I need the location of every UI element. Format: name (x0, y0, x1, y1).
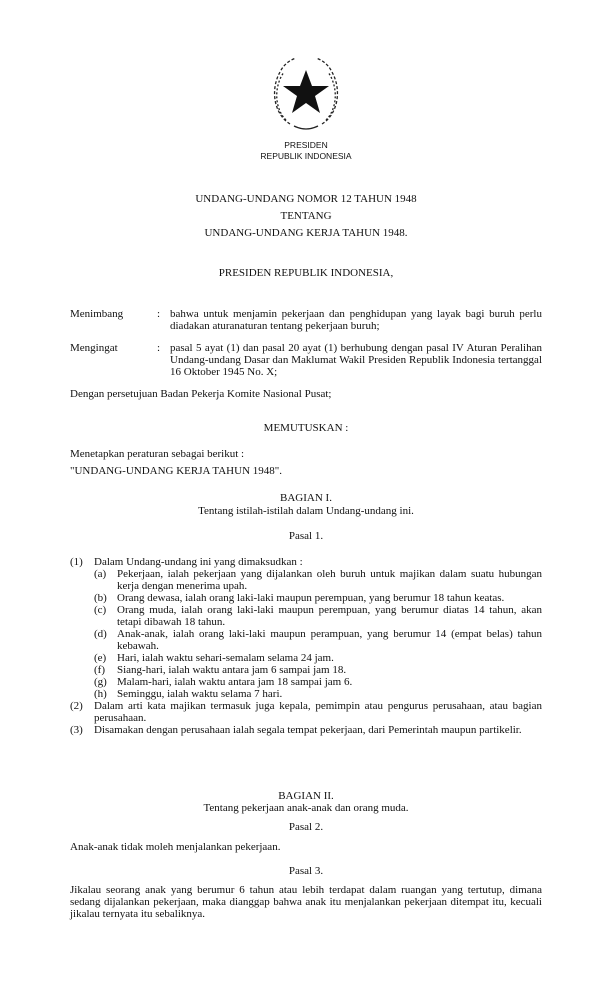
menetapkan: Menetapkan peraturan sebagai berikut : (70, 448, 245, 460)
item-text: Disamakan dengan perusahaan ialah segala tempat pekerjaan, dari Pemerintah maupun partikelir. (94, 724, 522, 736)
law-title-subject: UNDANG-UNDANG KERJA TAHUN 1948. (204, 227, 408, 239)
mengingat-text: pasal 5 ayat (1) dan pasal 20 ayat (1) berhubung dengan pasal IV Aturan Peralihan Undang-undang Dasar dan Maklumat Wakil Presiden Republik Indonesia tertanggal 16 Oktober 1945 No. X; (170, 342, 542, 378)
item-number: (c) (94, 604, 107, 616)
list-item (70, 556, 542, 568)
mengingat-label: Mengingat (70, 342, 118, 354)
sub-item (70, 592, 542, 604)
item-number: (g) (94, 676, 107, 688)
item-text: Dalam Undang-undang ini yang dimaksudkan : (94, 556, 303, 568)
law-name: "UNDANG-UNDANG KERJA TAHUN 1948". (70, 465, 283, 477)
colon: : (157, 308, 161, 320)
sub-item (70, 628, 542, 652)
garuda-star-emblem (268, 52, 344, 132)
law-title-about: TENTANG (280, 210, 332, 222)
sub-item (70, 676, 542, 688)
pasal-2-text: Anak-anak tidak moleh menjalankan pekerjaan. (70, 841, 281, 853)
sub-item (70, 652, 542, 664)
menimbang-label: Menimbang (70, 308, 124, 320)
list-item (70, 700, 542, 724)
menimbang-text: bahwa untuk menjamin pekerjaan dan penghidupan yang layak bagi buruh perlu diadakan aturanaturan tentang pekerjaan buruh; (170, 308, 542, 332)
sub-item (70, 604, 542, 628)
colon: : (157, 342, 161, 354)
item-text: Orang dewasa, ialah orang laki-laki maupun perempuan, yang berumur 18 tahun keatas. (117, 592, 505, 604)
item-number: (d) (94, 628, 107, 640)
issuer: PRESIDEN REPUBLIK INDONESIA, (218, 267, 394, 279)
sub-item (70, 688, 542, 700)
item-text: Malam-hari, ialah waktu antara jam 18 sampai jam 6. (117, 676, 353, 688)
pasal-1-content (70, 556, 542, 736)
item-text: Dalam arti kata majikan termasuk juga kepala, pemimpin atau pengurus perusahaan, atau bagian perusahaan. (94, 700, 542, 724)
sub-item (70, 664, 542, 676)
bagian-2-subtitle: Tentang pekerjaan anak-anak dan orang muda. (203, 802, 409, 814)
header-republic: REPUBLIK INDONESIA (260, 151, 352, 161)
item-text: Pekerjaan, ialah pekerjaan yang dijalankan oleh buruh untuk majikan dalam suatu hubungan kerja dengan menerima upah. (117, 568, 542, 592)
item-text: Hari, ialah waktu sehari-semalam selama 24 jam. (117, 652, 334, 664)
pasal-3-text: Jikalau seorang anak yang berumur 6 tahun atau lebih terdapat dalam ruangan yang tertutup, dimana sedang dijalankan pekerjaan, maka dianggap bahwa anak itu menjalankan pekerjaan ditempat itu, kecuali jikalau ternyata itu sebaliknya. (70, 884, 542, 920)
list-item (70, 724, 542, 736)
item-number: (3) (70, 724, 83, 736)
bagian-1-subtitle: Tentang istilah-istilah dalam Undang-undang ini. (198, 505, 414, 517)
item-number: (2) (70, 700, 83, 712)
item-text: Seminggu, ialah waktu selama 7 hari. (117, 688, 283, 700)
item-number: (a) (94, 568, 107, 580)
item-number: (b) (94, 592, 107, 604)
persetujuan: Dengan persetujuan Badan Pekerja Komite Nasional Pusat; (70, 388, 332, 400)
pasal-3-title: Pasal 3. (288, 865, 324, 877)
header-president: PRESIDEN (284, 140, 328, 150)
item-number: (e) (94, 652, 107, 664)
sub-item (70, 568, 542, 592)
law-title: UNDANG-UNDANG NOMOR 12 TAHUN 1948 (195, 193, 417, 205)
mengingat-clause (70, 342, 542, 378)
item-number: (h) (94, 688, 107, 700)
item-text: Siang-hari, ialah waktu antara jam 6 sampai jam 18. (117, 664, 347, 676)
pasal-1-title: Pasal 1. (288, 530, 324, 542)
item-number: (1) (70, 556, 83, 568)
item-text: Orang muda, ialah orang laki-laki maupun perempuan, yang berumur diatas 14 tahun, akan tetapi dibawah 18 tahun. (117, 604, 542, 628)
pasal-2-title: Pasal 2. (288, 821, 324, 833)
item-number: (f) (94, 664, 105, 676)
bagian-2-title: BAGIAN II. (278, 790, 334, 802)
menimbang-clause (70, 308, 542, 332)
bagian-1-title: BAGIAN I. (280, 492, 332, 504)
memutuskan: MEMUTUSKAN : (263, 422, 349, 434)
item-text: Anak-anak, ialah orang laki-laki maupun perampuan, yang berumur 14 (empat belas) tahun kebawah. (117, 628, 542, 652)
